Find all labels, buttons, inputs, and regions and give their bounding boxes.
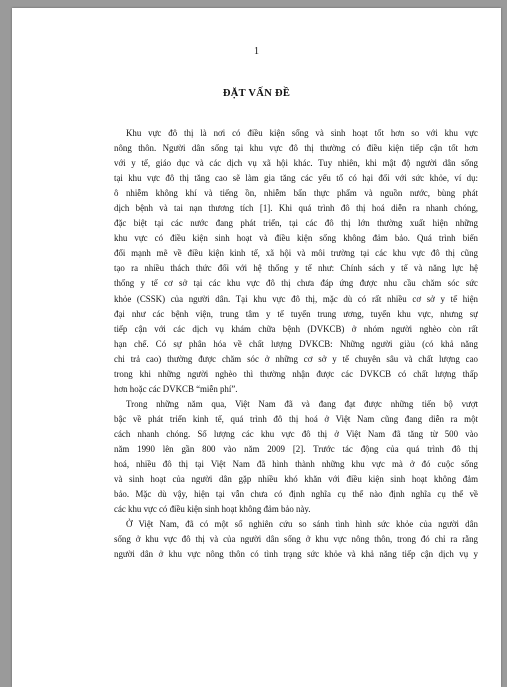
text-line: hơn hoặc các DVKCB “miễn phí”. xyxy=(114,383,238,394)
text-line: khỏe (CSSK) của người dân. Tại khu vực đô thị, mặc dù có rất nhiều cơ sở y tế hiện xyxy=(114,293,478,304)
paragraph xyxy=(114,397,478,517)
document-page xyxy=(12,8,501,687)
text-line: với y tế, giáo dục và các dịch vụ xã hội khác. Tuy nhiên, khi mật độ người dân sống xyxy=(114,158,478,169)
text-line: tạo ra nhiều thách thức đối với hệ thống y tế như: Chính sách y tế và năng lực hệ xyxy=(114,263,478,274)
text-line: tại khu vực đô thị tăng cao sẽ làm gia tăng các yếu tố có hại đối với sức khỏe, ví dụ: xyxy=(114,173,478,184)
document-title: ĐẶT VẤN ĐỀ xyxy=(222,88,291,99)
text-line: chi trả cao) thường được chăm sóc ở những cơ sở y tế chuyên sâu và chất lượng cao xyxy=(114,353,478,364)
text-line: đổi mạnh mẽ về điều kiện kinh tế, xã hội và môi trường tại các khu vực đô thị cũng xyxy=(114,248,478,259)
text-line: ô nhiễm không khí và tiếng ồn, nhiễm bẩn thực phẩm và nguồn nước, bùng phát xyxy=(114,188,478,199)
text-line: đại như các bệnh viện, trung tâm y tế tuyến trung ương, tuyến khu vực, nhưng sự xyxy=(114,308,478,319)
paragraph xyxy=(114,517,478,562)
text-line: bậc về phát triển kinh tế, quá trình đô thị hoá ở Việt Nam cũng đang diễn ra một xyxy=(114,413,478,424)
text-line: trong khi những người nghèo thì thường nhận được các DVKCB có chất lượng thấp xyxy=(114,368,478,379)
text-line: sống ở khu vực đô thị và của người dân sống ở khu vực nông thôn, trong đó chỉ ra rằng xyxy=(114,534,478,545)
text-line: khu vực có điều kiện sinh hoạt và điều kiện sống không đảm bảo. Quá trình biến xyxy=(114,233,478,244)
text-line: bảo. Mặc dù vậy, hiện tại vẫn chưa có định nghĩa cụ thể nào định nghĩa cụ thể về xyxy=(114,489,478,500)
document-body xyxy=(114,126,478,562)
text-line: cách nhanh chóng. Số lượng các khu vực đô thị ở Việt Nam đã tăng từ 500 vào xyxy=(114,428,478,439)
text-line: đặc biệt tại các nước đang phát triển, tại các đô thị lớn thường xuất hiện những xyxy=(114,218,478,229)
text-line: nông thôn. Người dân sống tại khu vực đô thị thường có điều kiện tiếp cận tốt hơn xyxy=(114,143,478,154)
text-line: dịch bệnh và tai nạn thương tích [1]. Khi quá trình đô thị hoá diễn ra nhanh chóng, xyxy=(114,203,478,214)
page-number: 1 xyxy=(254,46,259,57)
paragraph xyxy=(114,126,478,397)
text-line: và sinh hoạt của người dân gặp nhiều khó khăn với điều kiện sinh hoạt không đảm xyxy=(114,474,478,485)
text-line: hoá, nhiều đô thị tại Việt Nam đã hình thành những khu vực mà ở đó cuộc sống xyxy=(114,459,478,470)
text-line: Ở Việt Nam, đã có một số nghiên cứu so sánh tình hình sức khỏe của người dân xyxy=(126,519,478,530)
text-line: năm 1990 lên gần 800 vào năm 2009 [2]. Trước tác động của quá trình đô thị xyxy=(114,443,478,454)
text-line: hạn chế. Có sự phân hóa về chất lượng DVKCB: Những người giàu (có khả năng xyxy=(114,338,478,349)
text-line: Khu vực đô thị là nơi có điều kiện sống và sinh hoạt tốt hơn so với khu vực xyxy=(126,128,478,138)
text-line: người dân ở khu vực nông thôn có tình trạng sức khỏe và khả năng tiếp cận dịch vụ y xyxy=(114,549,478,560)
text-line: thống y tế cơ sở tại các khu vực đô thị chưa đáp ứng được nhu cầu chăm sóc sức xyxy=(114,278,478,289)
text-line: Trong những năm qua, Việt Nam đã và đang đạt được những tiến bộ vượt xyxy=(126,398,478,409)
text-line: các khu vực có điều kiện sinh hoạt không đảm bảo này. xyxy=(114,504,311,515)
text-line: tiếp cận với các dịch vụ khám chữa bệnh (DVKCB) ở nhóm người nghèo còn rất xyxy=(114,323,478,334)
